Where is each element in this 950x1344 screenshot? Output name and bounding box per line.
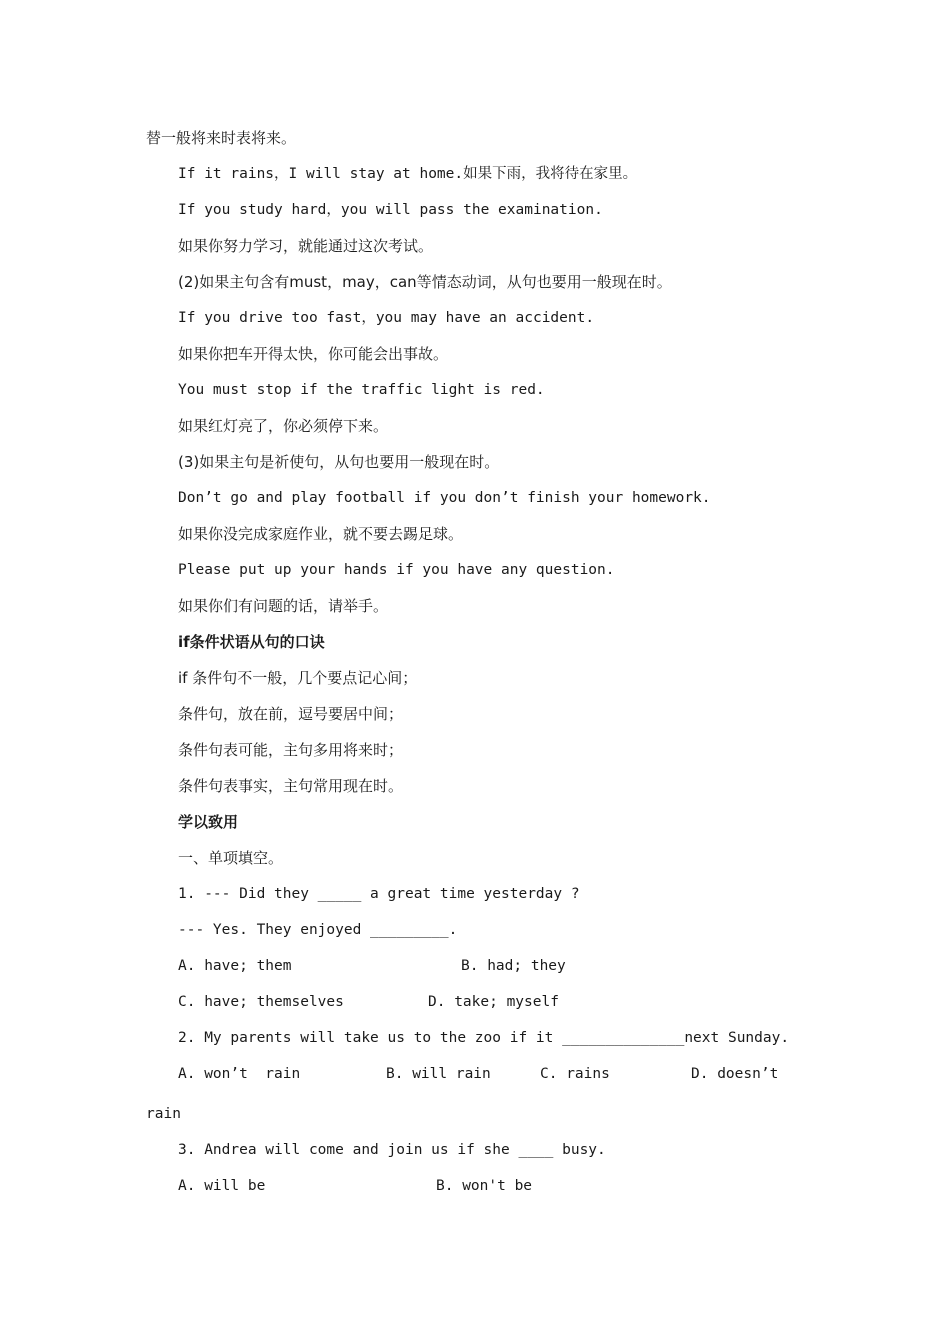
rule-line: (3)如果主句是祈使句，从句也要用一般现在时。: [178, 453, 500, 471]
rhyme-line: 条件句，放在前，逗号要居中间；: [178, 705, 404, 723]
translation-line: 如果你没完成家庭作业，就不要去踢足球。: [178, 525, 464, 543]
translation-line: 如果你努力学习，就能通过这次考试。: [178, 237, 434, 255]
translation-line: 如果你把车开得太快，你可能会出事故。: [178, 345, 449, 363]
translation-line: 如果红灯亮了，你必须停下来。: [178, 417, 389, 435]
rhyme-line: if 条件句不一般，几个要点记心间；: [178, 669, 418, 687]
example-sentence: If you study hard，you will pass the examination.: [178, 202, 603, 218]
option-c: C. have; themselves: [178, 994, 344, 1010]
question-stem: 2. My parents will take us to the zoo if it ______________next Sunday.: [178, 1030, 790, 1046]
option-d: D. take; myself: [428, 994, 559, 1010]
option-d-continuation: rain: [146, 1106, 181, 1122]
option-a: A. will be: [178, 1178, 266, 1194]
text-line: 替一般将来时表将来。: [146, 129, 297, 147]
example-sentence: Please put up your hands if you have any question.: [178, 562, 615, 578]
rule-line: (2)如果主句含有must，may，can等情态动词，从句也要用一般现在时。: [178, 273, 672, 291]
example-sentence: You must stop if the traffic light is red.: [178, 382, 545, 398]
example-sentence: If it rains，I will stay at home.如果下雨，我将待在家里。: [178, 166, 638, 182]
option-a: A. won’t rain: [178, 1066, 301, 1082]
option-a: A. have; them: [178, 958, 292, 974]
option-d: D. doesn’t: [691, 1066, 779, 1082]
question-stem: 3. Andrea will come and join us if she ____ busy.: [178, 1142, 606, 1158]
exercise-heading: 一、单项填空。: [178, 849, 284, 867]
section-heading: 学以致用: [178, 813, 239, 831]
section-heading: if条件状语从句的口诀: [178, 633, 325, 651]
example-sentence: Don’t go and play football if you don’t finish your homework.: [178, 490, 711, 506]
example-sentence: If you drive too fast，you may have an accident.: [178, 310, 595, 326]
option-c: C. rains: [540, 1066, 610, 1082]
option-b: B. had; they: [461, 958, 566, 974]
option-b: B. will rain: [386, 1066, 491, 1082]
question-reply: --- Yes. They enjoyed _________.: [178, 922, 458, 938]
rhyme-line: 条件句表事实，主句常用现在时。: [178, 777, 404, 795]
translation-line: 如果你们有问题的话，请举手。: [178, 597, 389, 615]
question-stem: 1. --- Did they _____ a great time yesterday ?: [178, 886, 580, 902]
option-b: B. won't be: [436, 1178, 533, 1194]
rhyme-line: 条件句表可能，主句多用将来时；: [178, 741, 404, 759]
